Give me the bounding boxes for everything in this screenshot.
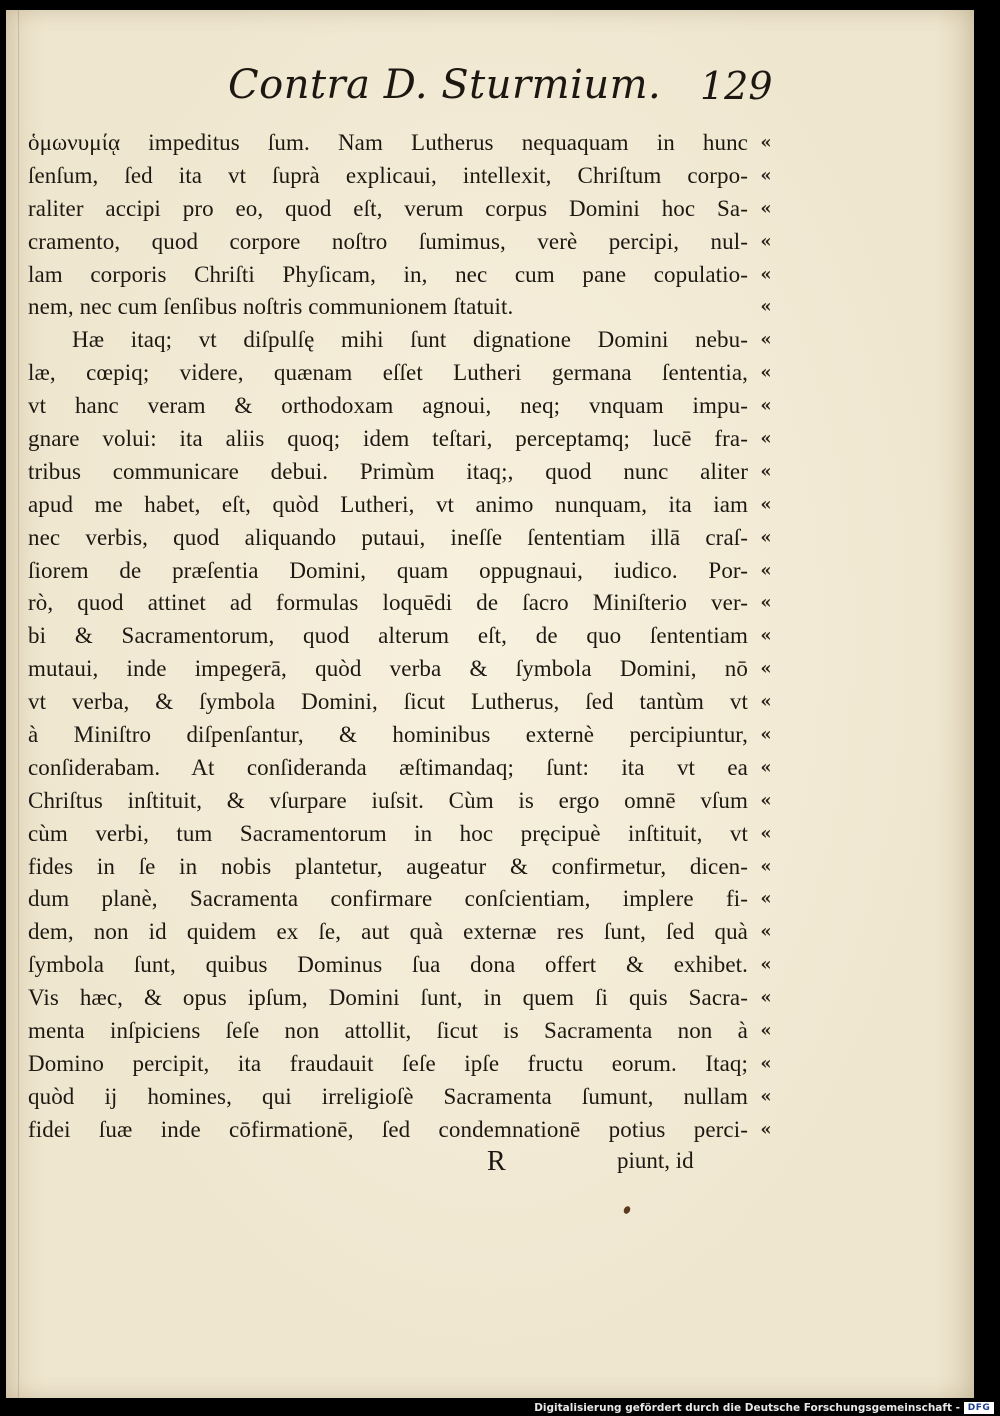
quote-mark: « [760,724,772,746]
quote-mark: « [760,559,772,581]
quote-mark: « [760,658,772,680]
quote-mark: « [760,1118,772,1140]
quote-mark: « [760,789,772,811]
page-header [6,62,974,122]
text-line: tribus communicare debui. Primùm itaq;, quod nunc aliter [28,458,748,484]
quote-mark: « [760,329,772,351]
text-line: Vis hæc, & opus ipſum, Domini ſunt, in quem ſi quis Sacra- [28,985,748,1011]
text-line: mutaui, inde impegerā, quòd verba & ſymbola Domini, nō [28,656,748,682]
running-title: Contra D. Sturmium. [228,62,662,108]
quote-mark: « [760,164,772,186]
quote-mark: « [760,460,772,482]
marginal-quote-marks [751,127,781,1147]
text-line: raliter accipi pro eo, quod eſt, verum corpus Domini hoc Sa- [28,195,748,221]
quote-mark: « [760,526,772,548]
quote-mark: « [760,230,772,252]
text-line: rò, quod attinet ad formulas loquēdi de ſacro Miniſterio ver- [28,590,748,616]
quote-mark: « [760,296,772,318]
quote-mark: « [760,395,772,417]
page-number: 129 [700,64,773,108]
text-line: nec verbis, quod aliquando putaui, ineſſe ſententiam illā craſ- [28,524,748,550]
text-line: Hæ itaq; vt diſpulſę mihi ſunt dignatione Domini nebu- [72,327,748,353]
text-line: Domino percipit, ita fraudauit ſeſe ipſe fructu eorum. Itaq; [28,1050,748,1076]
quote-mark: « [760,197,772,219]
ink-spot [622,1205,631,1215]
body-text [28,127,748,1147]
text-line: vt hanc veram & orthodoxam agnoui, neq; vnquam impu- [28,393,748,419]
text-line: ὁμωνυμίᾳ impeditus ſum. Nam Lutherus nequaquam in hunc [28,130,748,155]
text-line: à Miniſtro diſpenſantur, & hominibus externè percipiuntur, [28,722,748,748]
quote-mark: « [760,888,772,910]
text-line: ſiorem de præſentia Domini, quam oppugnaui, iudico. Por- [28,557,748,583]
text-line: menta inſpiciens ſeſe non attollit, ſicut is Sacramenta non à [28,1018,748,1044]
book-page [6,10,974,1398]
quote-mark: « [760,428,772,450]
text-line: cùm verbi, tum Sacramentorum in hoc pręcipuè inſtituit, vt [28,820,748,846]
quote-mark: « [760,1020,772,1042]
digitization-credit: Digitalisierung gefördert durch die Deutsche Forschungsgemeinschaft - [534,1402,960,1414]
quote-mark: « [760,263,772,285]
quote-mark: « [760,954,772,976]
quote-mark: « [760,855,772,877]
text-line: vt verba, & ſymbola Domini, ſicut Lutherus, ſed tantùm vt [28,689,748,715]
dfg-logo: DFG [964,1402,994,1414]
text-line: apud me habet, eſt, quòd Lutheri, vt animo nunquam, ita iam [28,491,748,517]
quote-mark: « [760,691,772,713]
signature-mark: R [487,1146,506,1177]
quote-mark: « [760,822,772,844]
text-line: fides in ſe in nobis plantetur, augeatur & confirmetur, dicen- [28,853,748,879]
text-line: ſenſum, ſed ita vt ſuprà explicaui, intellexit, Chriſtum corpo- [28,162,748,188]
quote-mark: « [760,132,772,153]
text-line: læ, cœpiq; videre, quænam eſſet Lutheri germana ſententia, [28,360,748,386]
text-line: fidei ſuæ inde cōfirmationē, ſed condemnationē potius perci- [28,1116,748,1142]
catchword: piunt, id [617,1148,694,1173]
text-line: ſymbola ſunt, quibus Dominus ſua dona offert & exhibet. [28,952,748,978]
text-line: dum planè, Sacramenta confirmare conſcientiam, implere fi- [28,886,748,912]
quote-mark: « [760,1052,772,1074]
text-line: lam corporis Chriſti Phyſicam, in, nec cum pane copulatio- [28,261,748,287]
page-footer [6,1146,974,1186]
quote-mark: « [760,625,772,647]
quote-mark: « [760,921,772,943]
page-gutter-shadow [18,10,19,1398]
text-line: conſiderabam. At conſideranda æſtimandaq; ſunt: ita vt ea [28,754,748,780]
quote-mark: « [760,592,772,614]
text-line: bi & Sacramentorum, quod alterum eſt, de quo ſententiam [28,623,748,649]
quote-mark: « [760,756,772,778]
quote-mark: « [760,1085,772,1107]
text-line: quòd ij homines, qui irreligioſè Sacramenta ſumunt, nullam [28,1083,748,1109]
text-line: cramento, quod corpore noſtro ſumimus, verè percipi, nul- [28,228,748,254]
text-line: nem, nec cum ſenſibus noſtris communionem ſtatuit. [28,294,514,320]
quote-mark: « [760,362,772,384]
text-line: dem, non id quidem ex ſe, aut quà externæ res ſunt, ſed quà [28,919,748,945]
quote-mark: « [760,987,772,1009]
text-line: Chriſtus inſtituit, & vſurpare iuſsit. Cùm is ergo omnē vſum [28,787,748,813]
text-line: gnare volui: ita aliis quoq; idem teſtari, perceptamq; lucē fra- [28,426,748,452]
quote-mark: « [760,493,772,515]
